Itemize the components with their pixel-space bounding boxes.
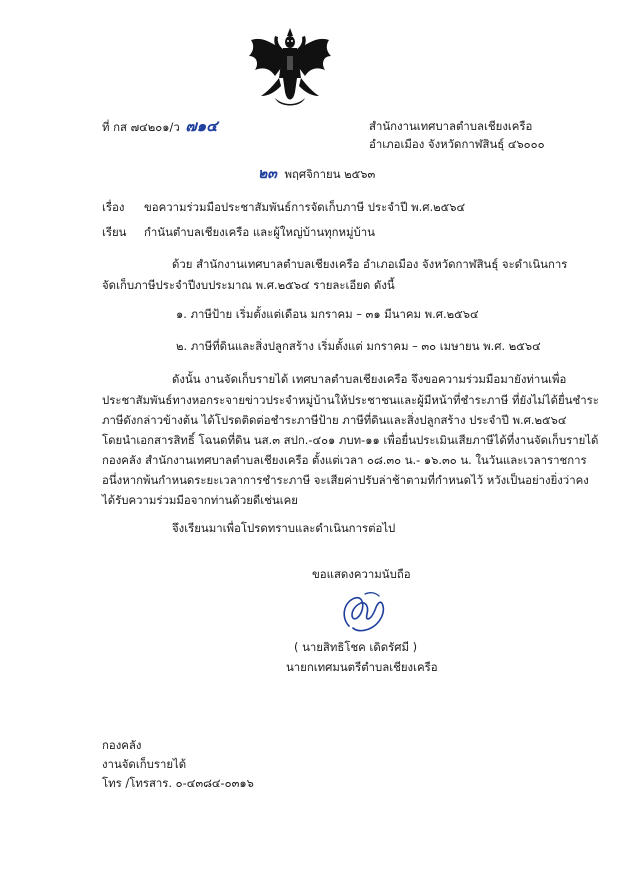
intro-line-1: ด้วย สำนักงานเทศบาลตำบลเชียงเครือ อำเภอเมือง จังหวัดกาฬสินธุ์ จะดำเนินการ [172,257,568,271]
recipient-label: เรียน [102,225,127,239]
salutation: ขอแสดงความนับถือ [312,567,411,581]
reference-number-handwritten: ๗๑๔ [185,117,218,135]
garuda-emblem-icon [245,26,335,112]
request-line-3: ภาษีดังกล่าวข้างต้น ได้โปรดติดต่อชำระภาษีป้าย ภาษีที่ดินและสิ่งปลูกสร้าง ประจำปี พ.ศ.๒๕๖๔ [102,413,567,427]
recipient-text: กำนันตำบลเชียงเครือ และผู้ใหญ่บ้านทุกหมู่บ้าน [144,225,375,239]
footer-section: งานจัดเก็บรายได้ [102,757,187,771]
footer-department: กองคลัง [102,738,142,752]
reference-number [102,114,218,138]
reference-number-prefix: ที่ กส ๗๔๒๐๑/ว [102,120,180,134]
footer-phone: โทร /โทรสาร. ๐-๔๓๘๔-๐๓๑๖ [102,776,254,790]
closing-request: จึงเรียนมาเพื่อโปรดทราบและดำเนินการต่อไป [172,521,396,535]
request-line-1: ดังนั้น งานจัดเก็บรายได้ เทศบาลตำบลเชียงเครือ จึงขอความร่วมมือมายังท่านเพื่อ [172,372,567,386]
subject-label: เรื่อง [102,200,125,214]
signer-position: นายกเทศมนตรีตำบลเชียงเครือ [286,660,438,674]
request-line-7: ได้รับความร่วมมือจากท่านด้วยดีเช่นเคย [102,493,298,507]
intro-line-2: จัดเก็บภาษีประจำปีงบประมาณ พ.ศ.๒๕๖๔ รายละเอียด ดังนี้ [102,278,395,292]
request-line-6: อนึ่งหากพ้นกำหนดระยะเวลาการชำระภาษี จะเสียค่าปรับล่าช้าตามที่กำหนดไว้ หวังเป็นอย่างยิ่งว่าคง [102,473,589,487]
date-day-handwritten: ๒๓ [258,166,277,182]
request-line-2: ประชาสัมพันธ์ทางหอกระจายข่าวประจำหมู่บ้านให้ประชาชนและผู้มีหน้าที่ชำระภาษี ที่ยังไม่ได้ยื่นชำระ [102,393,599,407]
item-1: ๑. ภาษีป้าย เริ่มตั้งแต่เดือน มกราคม – ๓๑ มีนาคม พ.ศ.๒๕๖๔ [176,307,479,321]
item-2: ๒. ภาษีที่ดินและสิ่งปลูกสร้าง เริ่มตั้งแต่ มกราคม – ๓๐ เมษายน พ.ศ. ๒๕๖๔ [176,339,541,353]
date-month-year: พฤศจิกายน ๒๕๖๓ [284,167,376,181]
handwritten-signature-icon [335,588,395,634]
signer-name: ( นายสิทธิโชค เดิดรัศมี ) [294,640,418,654]
subject-text: ขอความร่วมมือประชาสัมพันธ์การจัดเก็บภาษี ประจำปี พ.ศ.๒๕๖๔ [144,200,466,214]
office-address: อำเภอเมือง จังหวัดกาฬสินธุ์ ๔๖๐๐๐ [369,137,545,151]
office-name: สำนักงานเทศบาลตำบลเชียงเครือ [369,119,533,133]
document-date [258,163,375,185]
request-line-5: กองคลัง สำนักงานเทศบาลตำบลเชียงเครือ ตั้งแต่เวลา ๐๘.๓๐ น.- ๑๖.๓๐ น. ในวันและเวลาราชการ [102,453,587,467]
request-line-4: โดยนำเอกสารสิทธิ์ โฉนดที่ดิน นส.๓ สปก.-๔๐๑ ภบท-๑๑ เพื่อยื่นประเมินเสียภาษีได้ที่งานจัดเก็บรายได้ [102,433,599,447]
